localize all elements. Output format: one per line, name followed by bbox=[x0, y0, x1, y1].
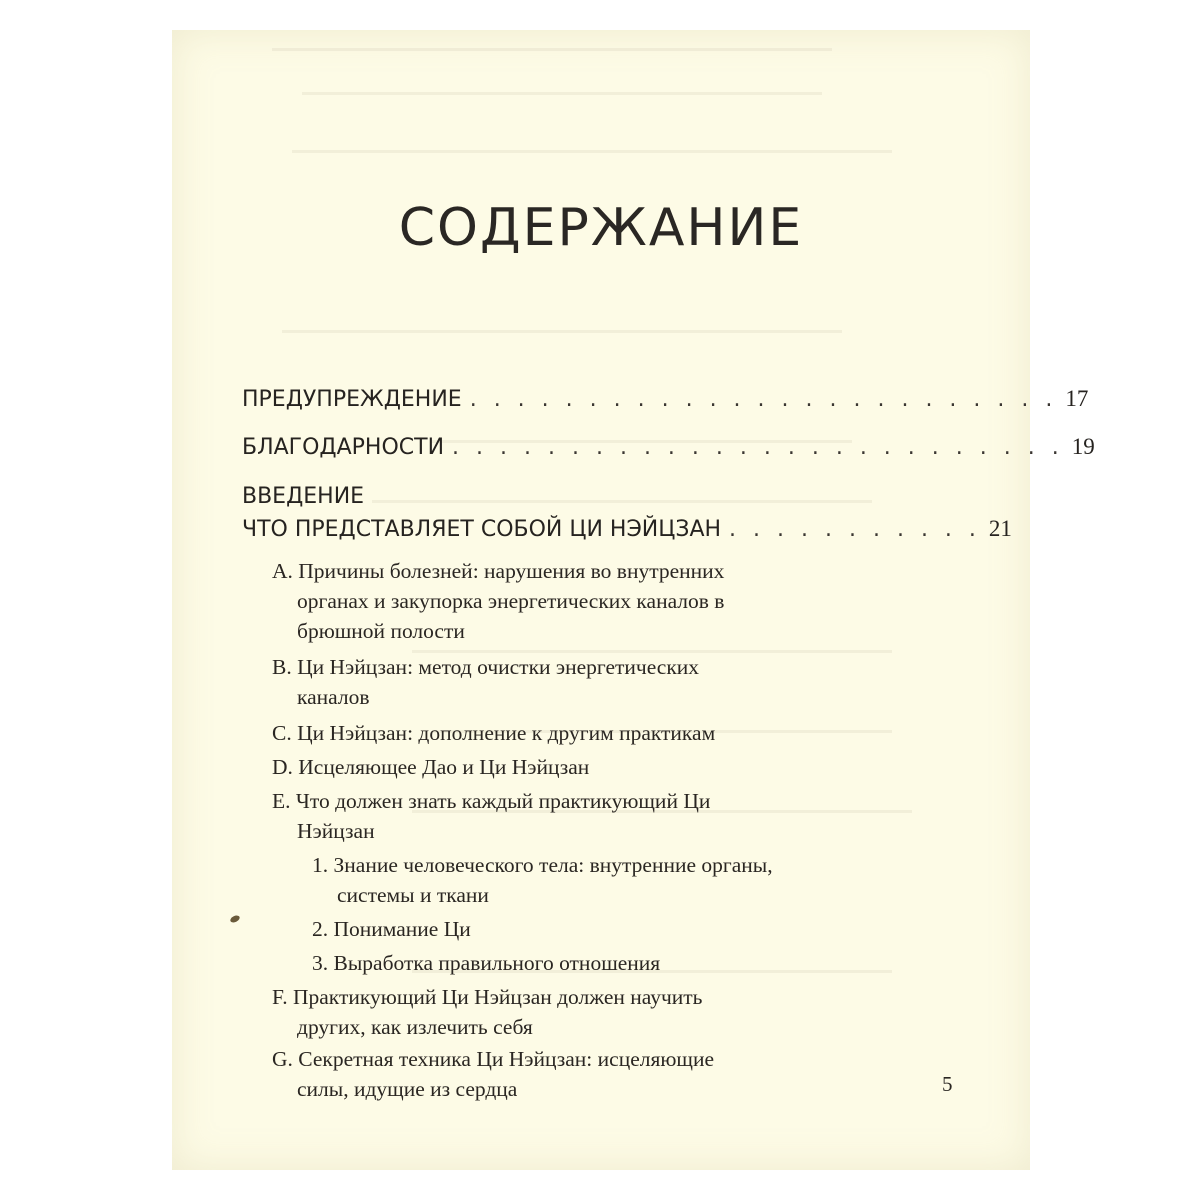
toc-page-number: 19 bbox=[1071, 434, 1095, 459]
toc-line: Нэйцзан bbox=[297, 819, 375, 843]
toc-entry-label: ПРЕДУПРЕЖДЕНИЕ bbox=[242, 387, 462, 412]
toc-line: брюшной полости bbox=[297, 619, 465, 643]
dot-leader: . . . . . . . . . . . . . . . . . . . . . . . . . bbox=[469, 387, 1058, 412]
toc-line: A. Причины болезней: нарушения во внутренних bbox=[272, 559, 725, 583]
toc-subsection-3[interactable] bbox=[312, 948, 852, 978]
page-title: СОДЕРЖАНИЕ bbox=[398, 198, 804, 258]
page-folio-number: 5 bbox=[942, 1072, 953, 1096]
toc-line: F. Практикующий Ци Нэйцзан должен научить bbox=[272, 985, 703, 1009]
toc-line: B. Ци Нэйцзан: метод очистки энергетических bbox=[272, 655, 700, 679]
toc-page-number: 17 bbox=[1065, 386, 1089, 411]
toc-section-b[interactable] bbox=[272, 652, 832, 712]
toc-line: каналов bbox=[297, 685, 370, 709]
toc-section-g[interactable] bbox=[272, 1044, 832, 1104]
toc-line: 3. Выработка правильного отношения bbox=[312, 951, 661, 975]
toc-section-a[interactable] bbox=[272, 556, 832, 646]
toc-line: D. Исцеляющее Дао и Ци Нэйцзан bbox=[272, 755, 590, 779]
paper-speck bbox=[229, 914, 241, 924]
book-page bbox=[172, 30, 1095, 1170]
toc-section-f[interactable] bbox=[272, 982, 832, 1042]
toc-section-e[interactable] bbox=[272, 786, 832, 846]
dot-leader: . . . . . . . . . . . . . . . . . . . . . . . . . . bbox=[452, 435, 1064, 460]
toc-heading-introduction: ВВЕДЕНИЕ bbox=[242, 484, 365, 509]
toc-section-d[interactable] bbox=[272, 752, 832, 782]
toc-section-c[interactable] bbox=[272, 718, 832, 748]
toc-subsection-1[interactable] bbox=[312, 850, 852, 910]
toc-entry-acknowledgements[interactable] bbox=[242, 434, 1095, 460]
toc-line: E. Что должен знать каждый практикующий Ци bbox=[272, 789, 711, 813]
toc-line: системы и ткани bbox=[337, 883, 489, 907]
toc-subsection-2[interactable] bbox=[312, 914, 852, 944]
toc-line: 1. Знание человеческого тела: внутренние органы, bbox=[312, 853, 773, 877]
toc-line: C. Ци Нэйцзан: дополнение к другим практикам bbox=[272, 721, 716, 745]
toc-entry-warning[interactable] bbox=[242, 386, 1089, 412]
toc-entry-introduction[interactable] bbox=[242, 516, 1012, 542]
dot-leader: . . . . . . . . . . . bbox=[729, 517, 981, 542]
toc-entry-label: БЛАГОДАРНОСТИ bbox=[242, 435, 445, 460]
toc-line: силы, идущие из сердца bbox=[297, 1077, 518, 1101]
toc-line: 2. Понимание Ци bbox=[312, 917, 471, 941]
toc-page-number: 21 bbox=[988, 516, 1012, 541]
toc-line: других, как излечить себя bbox=[297, 1015, 533, 1039]
toc-line: органах и закупорка энергетических каналов в bbox=[297, 589, 725, 613]
toc-entry-label: ЧТО ПРЕДСТАВЛЯЕТ СОБОЙ ЦИ НЭЙЦЗАН bbox=[242, 517, 722, 542]
toc-line: G. Секретная техника Ци Нэйцзан: исцеляющие bbox=[272, 1047, 715, 1071]
